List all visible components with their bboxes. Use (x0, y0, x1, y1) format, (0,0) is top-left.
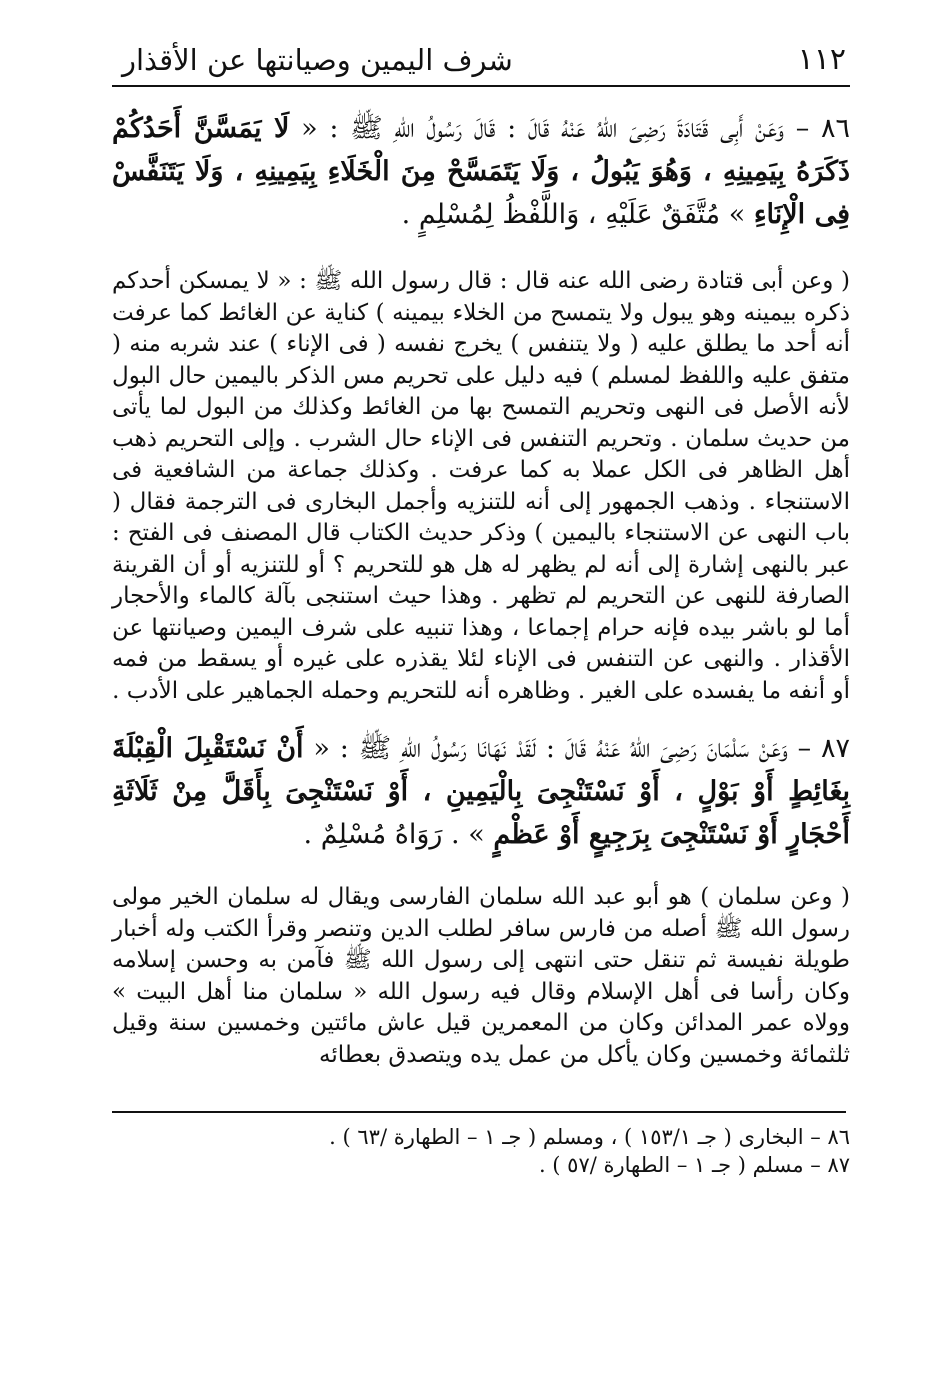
hadith-86-outro: » مُتَّفَقٌ عَلَيْهِ ، وَاللَّفْظُ لِمُسْلِمٍ . (401, 199, 746, 230)
hadith-87-outro: » . رَوَاهُ مُسْلِمٌ . (303, 819, 485, 850)
hadith-86-text: لَا يَمَسَّنَّ أَحَدُكُمْ ذَكَرَهُ بِيَمِينِهِ ، وَهُوَ يَبُولُ ، وَلَا يَتَمَسَّحْ مِنَ الْخَلَاءِ بِيَمِينِهِ ، وَلَا يَتَنَفَّسْ فِى الْإِنَاءِ (112, 113, 850, 230)
hadith-87-intro: ٨٧ – وَعَنْ سَلْمَانَ رَضِىَ اللهُ عَنْهُ قَالَ : لَقَدْ نَهَانَا رَسُولُ اللهِ ﷺ : « (313, 733, 850, 764)
hadith-86 (112, 107, 850, 236)
hadith-87-text: أَنْ نَسْتَقْبِلَ الْقِبْلَةَ بِغَائِطٍ أَوْ بَوْلٍ ، أَوْ نَسْتَنْجِىَ بِالْيَمِينِ ، أَوْ نَسْتَنْجِىَ بِأَقَلَّ مِنْ ثَلَاثَةِ أَحْجَارٍ أَوْ نَسْتَنْجِىَ بِرَجِيعٍ أَوْ عَظْمٍ (112, 733, 850, 850)
commentary-86: ( وعن أبى قتادة رضى الله عنه قال : قال رسول الله ﷺ : « لا يمسكن أحدكم ذكره بيمينه وهو يبول ولا يتمسح من الخلاء بيمينه ) كناية عن الغائط كما عرفت أنه أحد ما يطلق عليه ( ولا يتنفس ) يخرج نفسه ( فى الإناء ) عند شربه منه ( متفق عليه واللفظ لمسلم ) فيه دليل على تحريم مس الذكر باليمين حال البول لأنه الأصل فى النهى وتحريم التمسح بها من الغائط وكذلك من البول لما يأتى من حديث سلمان . وتحريم التنفس فى الإناء حال الشرب . وإلى التحريم ذهب أهل الظاهر فى الكل عملا به كما عرفت . وكذلك جماعة من الشافعية فى الاستنجاء . وذهب الجمهور إلى أنه للتنزيه وأجمل البخارى فى الترجمة فقال ( باب النهى عن الاستنجاء باليمين ) وذكر حديث الكتاب قال المصنف فى الفتح : عبر بالنهى إشارة إلى أنه لم يظهر له هل هو للتحريم ؟ أو للتنزيه أو أن القرينة الصارفة للنهى عن التحريم لم تظهر . وهذا حيث استنجى بآلة كالماء والأحجار أما لو باشر بيده فإنه حرام إجماعا ، وهذا تنبيه على شرف اليمين وصيانتها عن الأقذار . والنهى عن التنفس فى الإناء لئلا يقذره على غيره أو يسقط من فمه أو أنفه ما يفسده على الغير . وظاهره أنه للتحريم وحمله الجماهير على الأدب . (112, 268, 850, 704)
footnote-divider (112, 1111, 846, 1113)
footnote-86: ٨٦ – البخارى ( جـ ١٥٣/١ ) ، ومسلم ( جـ ١ – الطهارة /٦٣ ) . (329, 1125, 850, 1149)
page-number: ١١٢ (797, 42, 846, 77)
running-title: شرف اليمين وصيانتها عن الأقذار (122, 43, 513, 77)
footnote-87: ٨٧ – مسلم ( جـ ١ – الطهارة /٥٧ ) . (538, 1153, 850, 1177)
commentary-87: ( وعن سلمان ) هو أبو عبد الله سلمان الفارسى ويقال له سلمان الخير مولى رسول الله ﷺ أصله من فارس سافر لطلب الدين وتنصر وقرأ الكتب وله أخبار طويلة نفيسة ثم تنقل حتى انتهى إلى رسول الله ﷺ فآمن به وحسن إسلامه وكان رأسا فى أهل الإسلام وقال فيه رسول الله « سلمان منا أهل البيت » وولاه عمر المدائن وكان من المعمرين قيل عاش مائتين وخمسين سنة وقيل ثلثمائة وخمسين وكان يأكل من عمل يده ويتصدق بعطائه (112, 884, 850, 1068)
hadith-87 (112, 727, 850, 856)
hadith-86-intro: ٨٦ – وَعَنْ أَبِى قَتَادَةَ رَضِىَ اللهُ عَنْهُ قَالَ : قَالَ رَسُولُ اللهِ ﷺ : « (301, 113, 850, 144)
page-header (112, 42, 850, 87)
